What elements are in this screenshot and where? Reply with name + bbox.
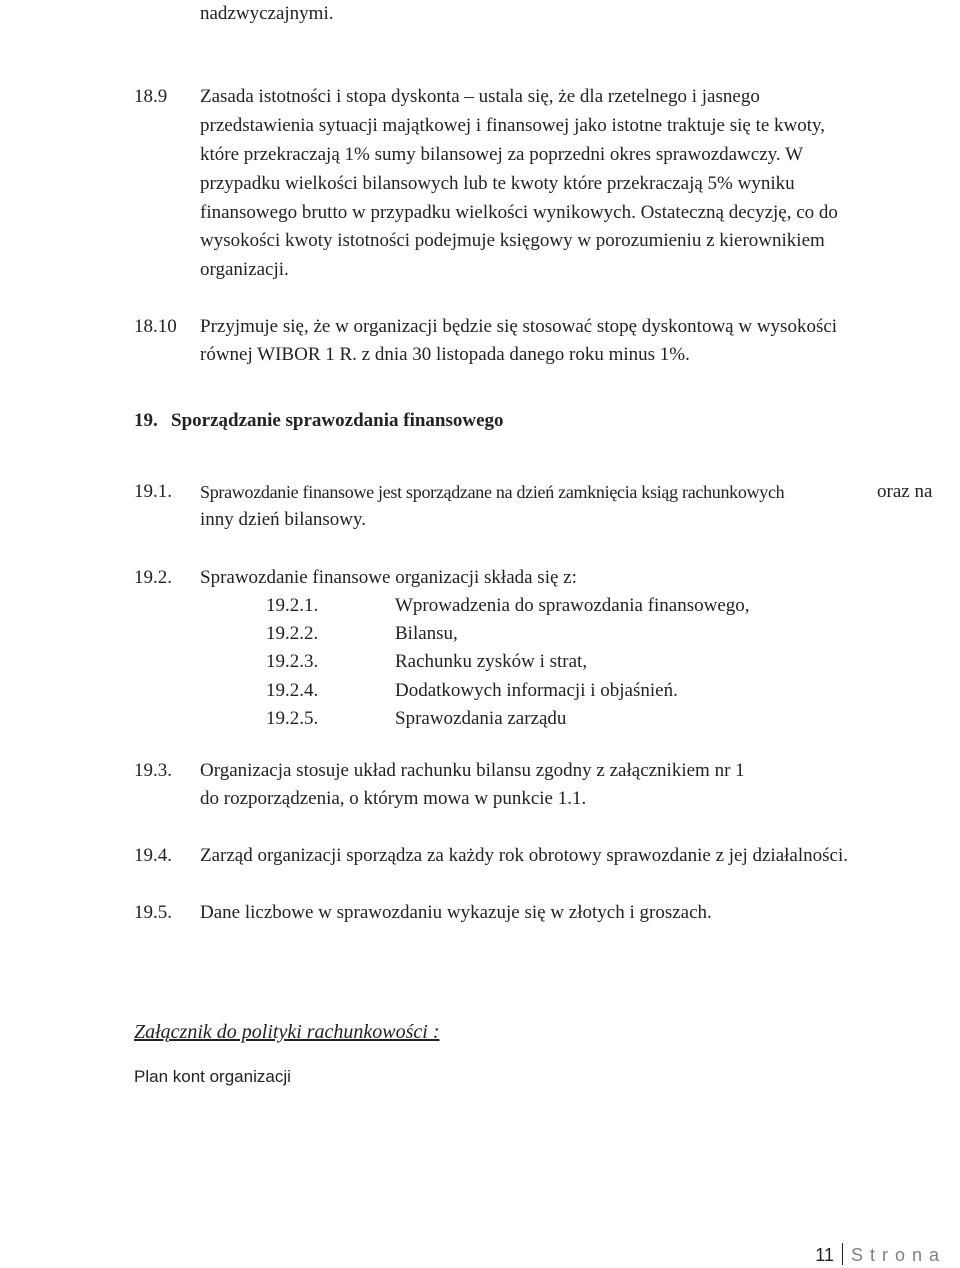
- list-item-number: 19.2.3.: [266, 651, 319, 672]
- section-number: 19.3.: [134, 760, 172, 781]
- page-label: Strona: [850, 1245, 946, 1265]
- paragraph-line: Zarząd organizacji sporządza za każdy rok obrotowy sprawozdanie z jej działalności.: [200, 845, 848, 866]
- paragraph-line: inny dzień bilansowy.: [200, 509, 367, 530]
- paragraph-line: Przyjmuje się, że w organizacji będzie się stosować stopę dyskontową w wysokości: [200, 316, 838, 337]
- page-footer: [815, 1243, 946, 1266]
- list-item-text: Wprowadzenia do sprawozdania finansowego,: [395, 595, 750, 616]
- paragraph-line: finansowego brutto w przypadku wielkości wynikowych. Ostateczną decyzję, co do: [200, 202, 838, 223]
- paragraph-line: Sprawozdanie finansowe jest sporządzane na dzień zamknięcia ksiąg rachunkowych: [200, 482, 785, 502]
- appendix-title: Załącznik do polityki rachunkowości :: [134, 1021, 440, 1043]
- footer-divider: [842, 1243, 843, 1265]
- list-item-number: 19.2.2.: [266, 623, 319, 644]
- paragraph-line: Organizacja stosuje układ rachunku bilansu zgodny z załącznikiem nr 1: [200, 760, 745, 781]
- top-fragment: nadzwyczajnymi.: [200, 3, 334, 24]
- section-number: 18.10: [134, 316, 177, 337]
- page-number: 11: [815, 1245, 834, 1265]
- section-number: 19.1.: [134, 481, 172, 502]
- list-item-text: Sprawozdania zarządu: [395, 708, 567, 729]
- section-number: 18.9: [134, 86, 168, 107]
- list-item-text: Rachunku zysków i strat,: [395, 651, 588, 672]
- heading-number: 19.: [134, 410, 158, 431]
- section-number: 19.4.: [134, 845, 172, 866]
- list-item-text: Dodatkowych informacji i objaśnień.: [395, 680, 678, 701]
- paragraph-line: Dane liczbowe w sprawozdaniu wykazuje się w złotych i groszach.: [200, 902, 712, 923]
- appendix-subtitle: Plan kont organizacji: [134, 1067, 291, 1086]
- paragraph-line: równej WIBOR 1 R. z dnia 30 listopada danego roku minus 1%.: [200, 344, 690, 365]
- section-number: 19.2.: [134, 567, 172, 588]
- paragraph-line: które przekraczają 1% sumy bilansowej za poprzedni okres sprawozdawczy. W: [200, 144, 803, 165]
- section-number: 19.5.: [134, 902, 172, 923]
- list-item-number: 19.2.1.: [266, 595, 319, 616]
- paragraph-line: Sprawozdanie finansowe organizacji składa się z:: [200, 567, 577, 588]
- paragraph-line: przedstawienia sytuacji majątkowej i finansowej jako istotne traktuje się te kwoty,: [200, 115, 826, 136]
- list-item-number: 19.2.4.: [266, 680, 319, 701]
- paragraph-line: przypadku wielkości bilansowych lub te kwoty które przekraczają 5% wyniku: [200, 173, 795, 194]
- list-item-number: 19.2.5.: [266, 708, 319, 729]
- heading-title: Sporządzanie sprawozdania finansowego: [171, 410, 504, 431]
- paragraph-line-end: oraz na: [877, 481, 933, 502]
- paragraph-line: wysokości kwoty istotności podejmuje księgowy w porozumieniu z kierownikiem: [200, 230, 825, 251]
- paragraph-line: organizacji.: [200, 259, 289, 280]
- paragraph-line: Zasada istotności i stopa dyskonta – ustala się, że dla rzetelnego i jasnego: [200, 86, 760, 107]
- paragraph-line: do rozporządzenia, o którym mowa w punkcie 1.1.: [200, 788, 587, 809]
- list-item-text: Bilansu,: [395, 623, 458, 644]
